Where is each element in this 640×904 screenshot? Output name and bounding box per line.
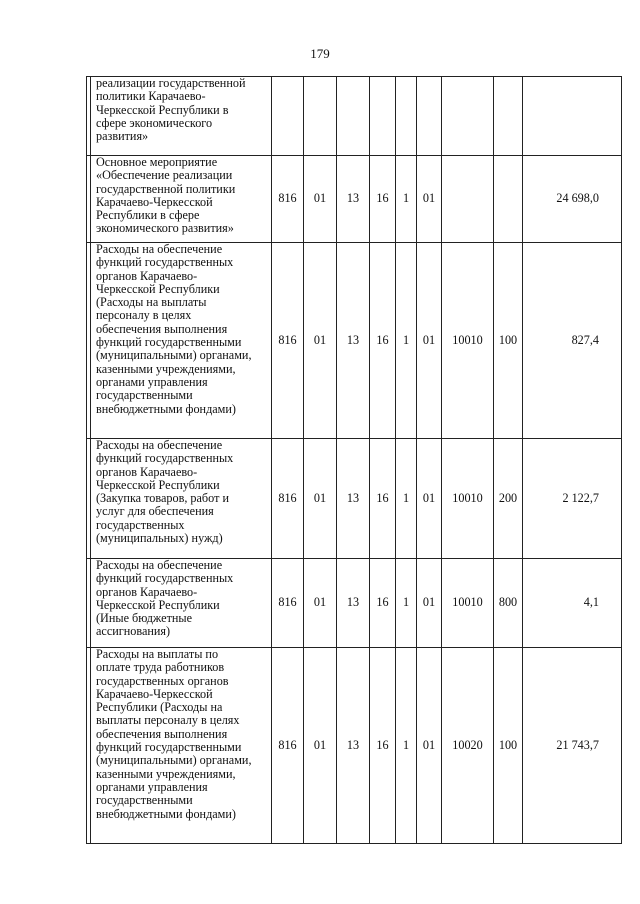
section-cell: 01 — [304, 156, 337, 243]
row-name: Расходы на обеспечение функций государственных органов Карачаево- Черкесской Республики (Иные бюджетные ассигнования) — [96, 558, 234, 639]
name-cell — [91, 559, 272, 648]
budget-table — [86, 76, 622, 844]
subsection-cell: 13 — [337, 439, 370, 559]
amount-cell: 21 743,7 — [523, 648, 622, 844]
direction-cell: 10010 — [442, 559, 494, 648]
direction-cell: 10010 — [442, 439, 494, 559]
subprogram-cell: 1 — [396, 648, 417, 844]
subsection-cell: 13 — [337, 156, 370, 243]
subsection-cell: 13 — [337, 559, 370, 648]
subprogram-cell: 1 — [396, 156, 417, 243]
row-name: Расходы на выплаты по оплате труда работников государственных органов Карачаево-Черкесской Республики (Расходы на выплаты персоналу в целях обеспечения выполнения функций государственными (муниципальными) органами, казенными учреждениями, органами управления государственными внебюджетными фондами) — [96, 647, 252, 821]
program-cell: 16 — [370, 648, 396, 844]
program-cell: 16 — [370, 156, 396, 243]
table-row — [87, 559, 622, 648]
program-cell — [370, 77, 396, 156]
amount-cell — [523, 77, 622, 156]
event-cell: 01 — [417, 439, 442, 559]
table-row — [87, 77, 622, 156]
program-cell: 16 — [370, 439, 396, 559]
subsection-cell: 13 — [337, 648, 370, 844]
subprogram-cell: 1 — [396, 439, 417, 559]
row-name: Основное мероприятие «Обеспечение реализации государственной политики Карачаево-Черкесской Республики в сфере экономического развития» — [96, 155, 236, 236]
event-cell: 01 — [417, 243, 442, 439]
program-cell: 16 — [370, 243, 396, 439]
name-cell — [91, 648, 272, 844]
section-cell — [304, 77, 337, 156]
section-cell: 01 — [304, 243, 337, 439]
name-cell — [91, 77, 272, 156]
row-name: Расходы на обеспечение функций государственных органов Карачаево- Черкесской Республики (Закупка товаров, работ и услуг для обеспечения государственных (муниципальных) нужд) — [96, 438, 234, 546]
direction-cell: 10020 — [442, 648, 494, 844]
subsection-cell: 13 — [337, 243, 370, 439]
section-cell: 01 — [304, 559, 337, 648]
section-cell: 01 — [304, 439, 337, 559]
ministry-cell: 816 — [272, 439, 304, 559]
direction-cell: 10010 — [442, 243, 494, 439]
expense-type-cell: 800 — [494, 559, 523, 648]
amount-cell: 2 122,7 — [523, 439, 622, 559]
event-cell — [417, 77, 442, 156]
page-number: 179 — [310, 46, 330, 61]
subprogram-cell: 1 — [396, 559, 417, 648]
expense-type-cell: 100 — [494, 648, 523, 844]
name-cell — [91, 156, 272, 243]
name-cell — [91, 439, 272, 559]
program-cell: 16 — [370, 559, 396, 648]
ministry-cell — [272, 77, 304, 156]
ministry-cell: 816 — [272, 648, 304, 844]
subprogram-cell: 1 — [396, 243, 417, 439]
expense-type-cell — [494, 77, 523, 156]
expense-type-cell: 100 — [494, 243, 523, 439]
ministry-cell: 816 — [272, 156, 304, 243]
amount-cell: 24 698,0 — [523, 156, 622, 243]
table-row — [87, 243, 622, 439]
table-row — [87, 439, 622, 559]
event-cell: 01 — [417, 648, 442, 844]
subprogram-cell — [396, 77, 417, 156]
section-cell: 01 — [304, 648, 337, 844]
event-cell: 01 — [417, 156, 442, 243]
row-name: Расходы на обеспечение функций государственных органов Карачаево- Черкесской Республики (Расходы на выплаты персоналу в целях обеспечения выполнения функций государственными (муниципальными) органами, казенными учреждениями, органами управления государственными внебюджетными фондами) — [96, 242, 252, 416]
amount-cell: 827,4 — [523, 243, 622, 439]
subsection-cell — [337, 77, 370, 156]
ministry-cell: 816 — [272, 243, 304, 439]
name-cell — [91, 243, 272, 439]
row-name: реализации государственной политики Карачаево- Черкесской Республики в сфере экономического развития» — [96, 76, 246, 144]
expense-type-cell: 200 — [494, 439, 523, 559]
event-cell: 01 — [417, 559, 442, 648]
table-row — [87, 156, 622, 243]
table-row — [87, 648, 622, 844]
ministry-cell: 816 — [272, 559, 304, 648]
amount-cell: 4,1 — [523, 559, 622, 648]
expense-type-cell — [494, 156, 523, 243]
direction-cell — [442, 156, 494, 243]
direction-cell — [442, 77, 494, 156]
